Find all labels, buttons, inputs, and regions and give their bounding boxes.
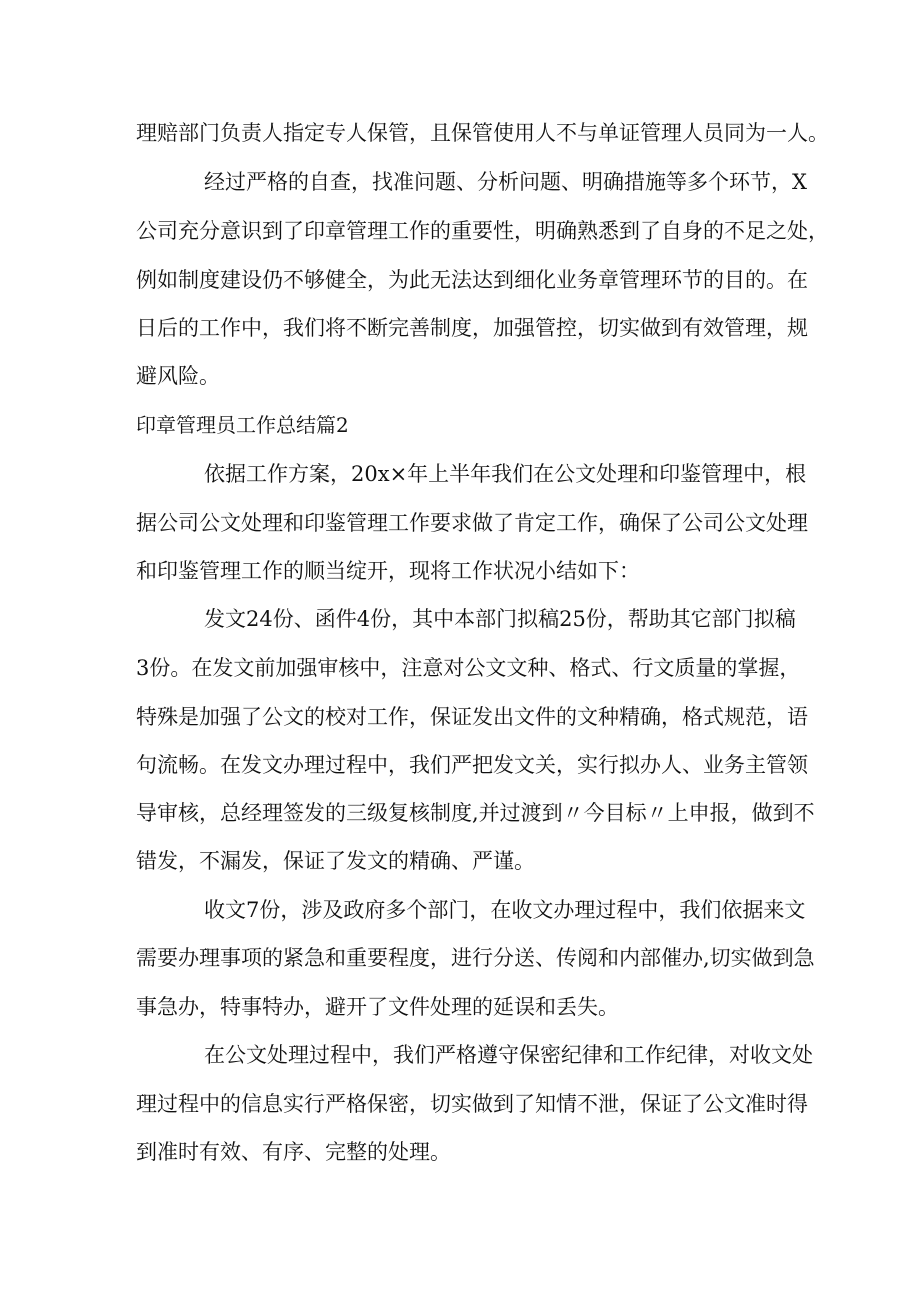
- paragraph-line: 依据工作方案，20x×年上半年我们在公文处理和印鉴管理中，根: [204, 462, 807, 486]
- paragraph-line: 发文24份、函件4份，其中本部门拟稿25份，帮助其它部门拟稿: [204, 607, 796, 631]
- intro-line: 理赔部门负责人指定专人保管，且保管使用人不与单证管理人员同为一人。: [136, 121, 829, 145]
- paragraph-line: 错发，不漏发，保证了发文的精确、严谨。: [136, 849, 535, 873]
- paragraph-line: 在公文处理过程中，我们严格遵守保密纪律和工作纪律，对收文处: [204, 1043, 813, 1067]
- paragraph-line: 公司充分意识到了印章管理工作的重要性，明确熟悉到了自身的不足之处，: [136, 219, 829, 243]
- paragraph-line: 据公司公文处理和印鉴管理工作要求做了肯定工作，确保了公司公文处理: [136, 511, 808, 535]
- paragraph-line: 经过严格的自查，找准问题、分析问题、明确措施等多个环节，X: [204, 170, 807, 194]
- paragraph-line: 避风险。: [136, 364, 220, 388]
- paragraph-line: 理过程中的信息实行严格保密，切实做到了知情不泄，保证了公文准时得: [136, 1092, 808, 1116]
- section-heading: 印章管理员工作总结篇2: [136, 413, 349, 437]
- paragraph-line: 导审核，总经理签发的三级复核制度,并过渡到〃今目标〃上申报，做到不: [136, 801, 815, 825]
- paragraph-line: 日后的工作中，我们将不断完善制度，加强管控，切实做到有效管理，规: [136, 316, 808, 340]
- paragraph-line: 句流畅。在发文办理过程中，我们严把发文关，实行拟办人、业务主管领: [136, 753, 808, 777]
- paragraph-line: 例如制度建设仍不够健全，为此无法达到细化业务章管理环节的目的。在: [136, 268, 808, 292]
- paragraph-line: 需要办理事项的紧急和重要程度，进行分送、传阅和内部催办,切实做到急: [136, 946, 815, 970]
- paragraph-line: 到准时有效、有序、完整的处理。: [136, 1140, 451, 1164]
- paragraph-line: 3份。在发文前加强审核中，注意对公文文种、格式、行文质量的掌握，: [136, 656, 801, 680]
- paragraph-line: 和印鉴管理工作的顺当绽开，现将工作状况小结如下：: [136, 559, 640, 583]
- paragraph-line: 特殊是加强了公文的校对工作，保证发出文件的文种精确，格式规范，语: [136, 705, 808, 729]
- paragraph-line: 事急办，特事特办，避开了文件处理的延误和丢失。: [136, 995, 619, 1019]
- paragraph-line: 收文7份，涉及政府多个部门，在收文办理过程中，我们依据来文: [204, 898, 806, 922]
